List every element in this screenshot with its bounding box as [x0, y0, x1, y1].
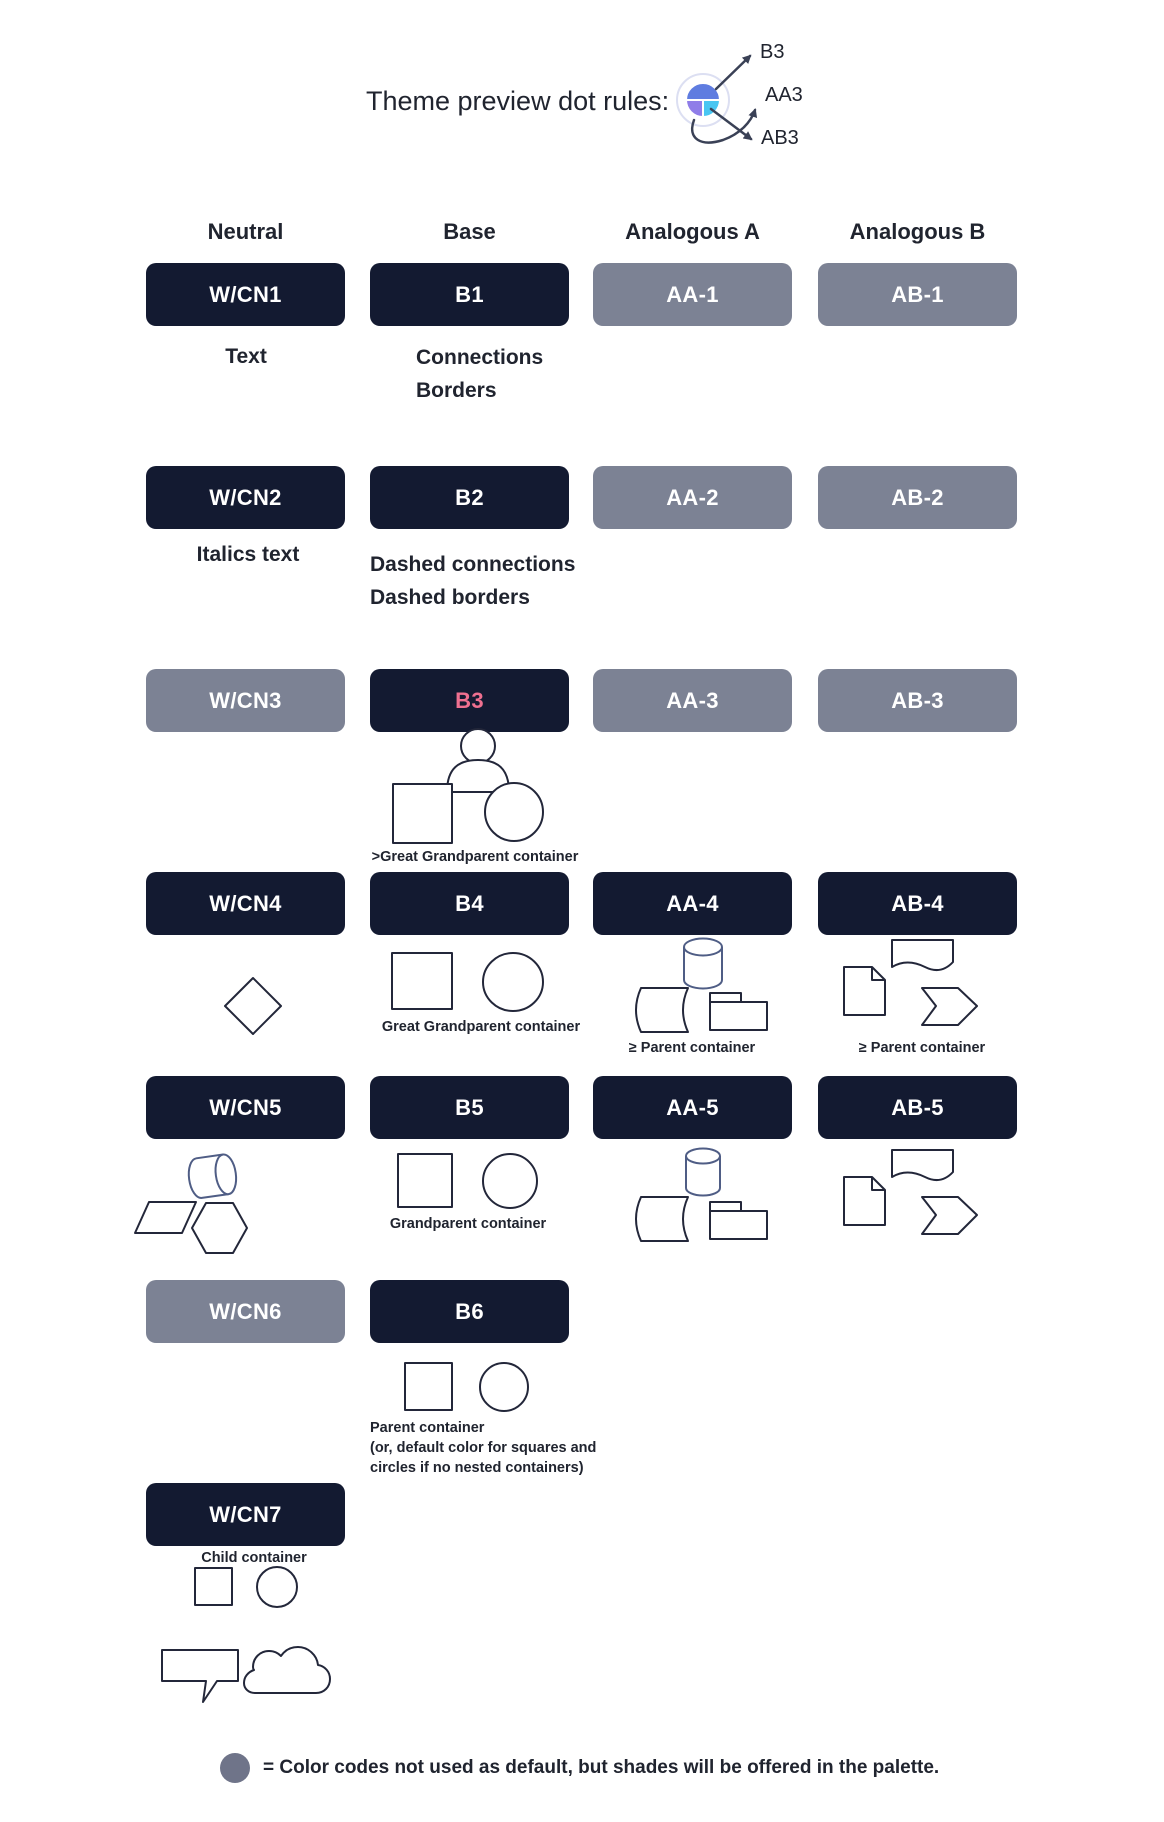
square-shape [398, 1154, 452, 1207]
swatch-aa4: AA-4 [593, 872, 792, 935]
header-neutral: Neutral [207, 219, 284, 244]
caption-parent-line1: Parent container [370, 1420, 485, 1436]
caption-parent-line2: (or, default color for squares and [370, 1440, 597, 1456]
tape-shape [892, 1150, 953, 1180]
ab5-shape-group [844, 1150, 977, 1234]
circle-shape [485, 783, 543, 841]
caption-connections: Connections [416, 346, 544, 369]
swatch-aa1: AA-1 [593, 263, 792, 326]
caption-parent-line3: circles if no nested containers) [370, 1460, 584, 1476]
person-icon [461, 729, 495, 763]
square-shape [392, 953, 452, 1009]
swatch-ab5: AB-5 [818, 1076, 1017, 1139]
person-icon [447, 760, 509, 792]
hexagon-shape [192, 1203, 247, 1253]
b4-shape-group [392, 953, 543, 1011]
document-shape [844, 967, 885, 1015]
curved-rect-shape [636, 988, 688, 1032]
caption-aa-parent: ≥ Parent container [628, 1040, 756, 1056]
ab4-shape-group [844, 940, 977, 1025]
swatch-ab2: AB-2 [818, 466, 1017, 529]
swatch-b6: B6 [370, 1280, 569, 1343]
caption-parent-container [370, 1418, 596, 1478]
wcn5-shape-group [135, 1153, 247, 1253]
caption-dashed-connections: Dashed connections [370, 553, 576, 576]
swatch-ab4: AB-4 [818, 872, 1017, 935]
pie-dot-icon [677, 74, 729, 126]
document-shape [872, 967, 885, 980]
swatch-aa2: AA-2 [593, 466, 792, 529]
aa5-shape-group [636, 1149, 767, 1242]
swatch-wcn5: W/CN5 [146, 1076, 345, 1139]
swatch-ab1: AB-1 [818, 263, 1017, 326]
circle-shape [480, 1363, 528, 1411]
chevron-shape [922, 988, 977, 1025]
page-title: Theme preview dot rules: [366, 86, 670, 116]
dot-label-b3: B3 [760, 41, 785, 63]
cylinder-shape [686, 1149, 720, 1164]
legend-dot-icon [220, 1753, 250, 1783]
chevron-shape [922, 1197, 977, 1234]
swatch-aa5: AA-5 [593, 1076, 792, 1139]
dot-label-ab3: AB3 [761, 127, 799, 149]
b6-shape-group [405, 1363, 528, 1411]
swatch-ab3: AB-3 [818, 669, 1017, 732]
circle-shape [483, 1154, 537, 1208]
cylinder-shape [684, 939, 722, 956]
square-shape [393, 784, 452, 843]
caption-dashed [370, 548, 575, 614]
document-shape [844, 1177, 885, 1225]
b5-shape-group [398, 1154, 537, 1208]
caption-text: Text [225, 345, 267, 368]
cylinder-shape [186, 1153, 238, 1199]
caption-borders: Borders [416, 379, 497, 402]
wcn7-shape-group [162, 1567, 330, 1702]
swatch-b1: B1 [370, 263, 569, 326]
header-base: Base [443, 219, 496, 244]
legend-text: = Color codes not used as default, but shades will be offered in the palette. [263, 1757, 940, 1778]
swatch-wcn4: W/CN4 [146, 872, 345, 935]
square-shape [405, 1363, 452, 1410]
cylinder-shape [686, 1156, 720, 1196]
caption-dashed-borders: Dashed borders [370, 586, 530, 609]
header-analogous-b: Analogous B [849, 219, 986, 244]
curved-rect-shape [636, 1197, 688, 1241]
caption-grandparent: Grandparent container [389, 1216, 547, 1232]
b3-shape-group [393, 729, 543, 843]
swatch-wcn7: W/CN7 [146, 1483, 345, 1546]
swatch-wcn3: W/CN3 [146, 669, 345, 732]
parallelogram-shape [135, 1202, 196, 1233]
dot-rule-arrows [692, 56, 755, 143]
header-analogous-a: Analogous A [625, 219, 760, 244]
swatch-wcn2: W/CN2 [146, 466, 345, 529]
caption-great-grandparent: Great Grandparent container [381, 1019, 581, 1035]
caption-great-grandparent-gt: >Great Grandparent container [371, 849, 579, 865]
caption-ab-parent: ≥ Parent container [858, 1040, 986, 1056]
document-shape [872, 1177, 885, 1190]
dot-label-aa3: AA3 [765, 84, 803, 106]
tabbed-rect-shape [710, 1202, 767, 1239]
caption-italics-text: Italics text [196, 543, 300, 566]
cylinder-shape [684, 947, 722, 989]
speech-bubble-shape [162, 1650, 238, 1702]
aa4-shape-group [636, 939, 767, 1033]
swatch-b2: B2 [370, 466, 569, 529]
diamond-shape [225, 978, 281, 1034]
circle-shape [483, 953, 543, 1011]
swatch-wcn1: W/CN1 [146, 263, 345, 326]
swatch-wcn6: W/CN6 [146, 1280, 345, 1343]
tape-shape [892, 940, 953, 970]
square-shape [195, 1568, 232, 1605]
swatch-aa3: AA-3 [593, 669, 792, 732]
tabbed-rect-shape [710, 993, 767, 1030]
swatch-b4: B4 [370, 872, 569, 935]
cloud-shape [244, 1647, 330, 1693]
circle-shape [257, 1567, 297, 1607]
caption-connections-borders [416, 341, 543, 407]
swatch-b3: B3 [370, 669, 569, 732]
swatch-b5: B5 [370, 1076, 569, 1139]
caption-child-container: Child container [201, 1550, 307, 1566]
